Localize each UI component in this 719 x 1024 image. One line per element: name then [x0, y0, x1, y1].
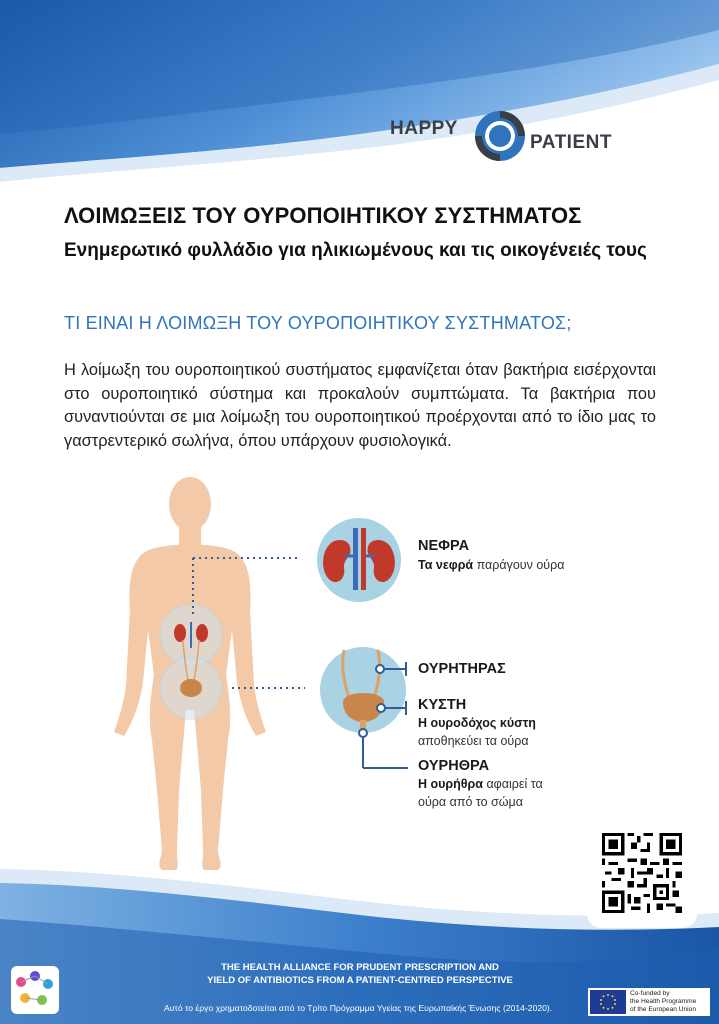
happy-patient-logo	[390, 106, 630, 166]
bladder-label-heading: ΚΥΣΤΗ	[418, 697, 467, 713]
kidneys-label-heading: ΝΕΦΡΑ	[418, 538, 470, 554]
logo-word-happy: HAPPY	[390, 118, 458, 139]
ureter-label-heading: ΟΥΡΗΤΗΡΑΣ	[418, 661, 506, 677]
logo-word-patient: PATIENT	[530, 132, 612, 153]
body-bladder-icon	[180, 679, 202, 697]
urethra-label-description: Η ουρήθρα αφαιρεί τα ούρα από το σώμα	[418, 777, 543, 809]
qr-code[interactable]	[587, 818, 697, 928]
section-heading: ΤΙ ΕΙΝΑΙ Η ΛΟΙΜΩΞΗ ΤΟΥ ΟΥΡΟΠΟΙΗΤΙΚΟΥ ΣΥΣΤΗΜΑΤΟΣ;	[64, 313, 572, 333]
eu-cofunded-text: Co-funded by the Health Programme of the European Union	[630, 990, 697, 1013]
urethra-label-heading: ΟΥΡΗΘΡΑ	[418, 758, 490, 774]
page-title: ΛΟΙΜΩΞΕΙΣ ΤΟΥ ΟΥΡΟΠΟΙΗΤΙΚΟΥ ΣΥΣΤΗΜΑΤΟΣ	[64, 203, 582, 228]
health-programme-logo	[11, 966, 59, 1014]
bladder-label-description: Η ουροδόχος κύστη αποθηκεύει τα ούρα	[418, 716, 536, 748]
intro-paragraph: Η λοίμωξη του ουροποιητικού συστήματος εμφανίζεται όταν βακτήρια εισέρχονται στο ουροποιητικό σύστημα και προκαλούν συμπτώματα. Τα βακτήρια που συναντιούνται σε μια λοίμωξη του ουροποιητικού προέρχονται από το ίδιο μας το γαστρεντερικό σωλήνα, όπου υπάρχουν φυσιολογικά.	[64, 361, 656, 450]
funding-note: Αυτό το έργο χρηματοδοτείται από το Τρίτο Πρόγραμμα Υγείας της Ευρωπαϊκής Ένωσης (2014-2020).	[164, 1003, 553, 1013]
kidneys-label-description: Τα νεφρά παράγουν ούρα	[418, 558, 565, 572]
eu-cofunded-badge	[588, 988, 710, 1016]
logo-circle-icon	[472, 108, 528, 164]
header-wave-background	[0, 0, 719, 200]
page-subtitle: Ενημερωτικό φυλλάδιο για ηλικιωμένους και τις οικογένειές τους	[64, 240, 647, 261]
alliance-statement: THE HEALTH ALLIANCE FOR PRUDENT PRESCRIPTION AND YIELD OF ANTIBIOTICS FROM A PATIENT-CENTRED PERSPECTIVE	[207, 962, 513, 986]
eu-flag-icon	[590, 990, 626, 1014]
